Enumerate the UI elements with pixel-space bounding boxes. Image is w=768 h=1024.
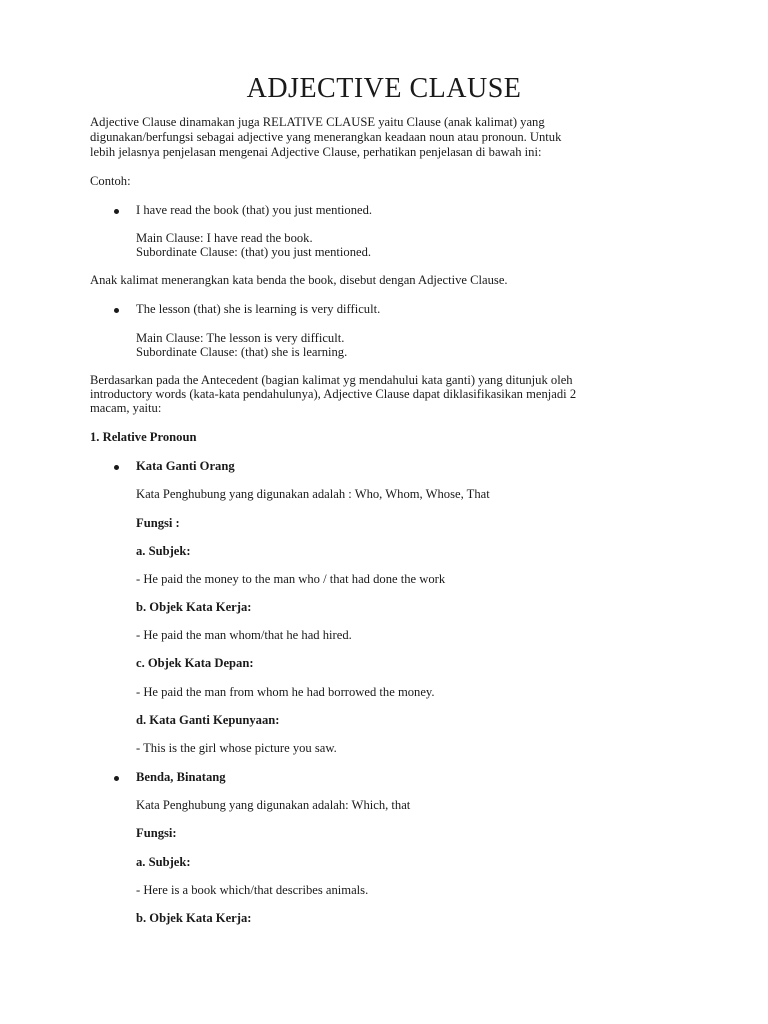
benda-connector-text: Kata Penghubung yang digunakan adalah: Which, that (136, 798, 411, 812)
orang-connector-text: Kata Penghubung yang digunakan adalah : Who, Whom, Whose, That (136, 487, 490, 501)
intro-line-2: digunakan/berfungsi sebagai adjective yang menerangkan keadaan noun atau pronoun. Untuk (90, 130, 562, 144)
antecedent-line-2: introductory words (kata-kata pendahulunya), Adjective Clause dapat diklasifikasikan menjadi 2 (90, 387, 577, 401)
orang-objek-kata-kerja-label: b. Objek Kata Kerja: (136, 600, 252, 614)
benda-objek-kata-kerja-label: b. Objek Kata Kerja: (136, 911, 252, 925)
subheading-kata-ganti-orang: Kata Ganti Orang (136, 459, 235, 473)
intro-line-3: lebih jelasnya penjelasan mengenai Adjective Clause, perhatikan penjelasan di bawah ini: (90, 145, 542, 159)
orang-kata-ganti-kepunyaan-example: - This is the girl whose picture you saw. (136, 741, 337, 755)
subheading-benda-binatang: Benda, Binatang (136, 770, 226, 784)
orang-fungsi-label: Fungsi : (136, 516, 180, 530)
contoh-label: Contoh: (90, 174, 131, 188)
explanation-1: Anak kalimat menerangkan kata benda the book, disebut dengan Adjective Clause. (90, 273, 508, 287)
page-title: ADJECTIVE CLAUSE (246, 73, 522, 104)
bullet-icon (114, 308, 119, 313)
benda-fungsi-label: Fungsi: (136, 826, 177, 840)
antecedent-line-3: macam, yaitu: (90, 401, 162, 415)
benda-subjek-example: - Here is a book which/that describes animals. (136, 883, 369, 897)
antecedent-line-1: Berdasarkan pada the Antecedent (bagian kalimat yg mendahului kata ganti) yang ditunjuk oleh (90, 373, 573, 387)
bullet-icon (114, 209, 119, 214)
example-1-subordinate-clause: Subordinate Clause: (that) you just mentioned. (136, 245, 372, 259)
orang-kata-ganti-kepunyaan-label: d. Kata Ganti Kepunyaan: (136, 713, 280, 727)
example-1-main-clause: Main Clause: I have read the book. (136, 231, 313, 245)
example-2-sentence: The lesson (that) she is learning is very difficult. (136, 302, 381, 316)
intro-line-1: Adjective Clause dinamakan juga RELATIVE CLAUSE yaitu Clause (anak kalimat) yang (90, 115, 545, 129)
example-2-subordinate-clause: Subordinate Clause: (that) she is learning. (136, 345, 348, 359)
example-1-sentence: I have read the book (that) you just mentioned. (136, 203, 373, 217)
orang-objek-kata-kerja-example: - He paid the man whom/that he had hired. (136, 628, 352, 642)
benda-subjek-label: a. Subjek: (136, 855, 191, 869)
section-heading-relative-pronoun: 1. Relative Pronoun (90, 430, 197, 444)
orang-subjek-example: - He paid the money to the man who / that had done the work (136, 572, 446, 586)
bullet-icon (114, 465, 119, 470)
orang-objek-kata-depan-label: c. Objek Kata Depan: (136, 656, 254, 670)
orang-subjek-label: a. Subjek: (136, 544, 191, 558)
bullet-icon (114, 776, 119, 781)
example-2-main-clause: Main Clause: The lesson is very difficult. (136, 331, 345, 345)
orang-objek-kata-depan-example: - He paid the man from whom he had borrowed the money. (136, 685, 435, 699)
